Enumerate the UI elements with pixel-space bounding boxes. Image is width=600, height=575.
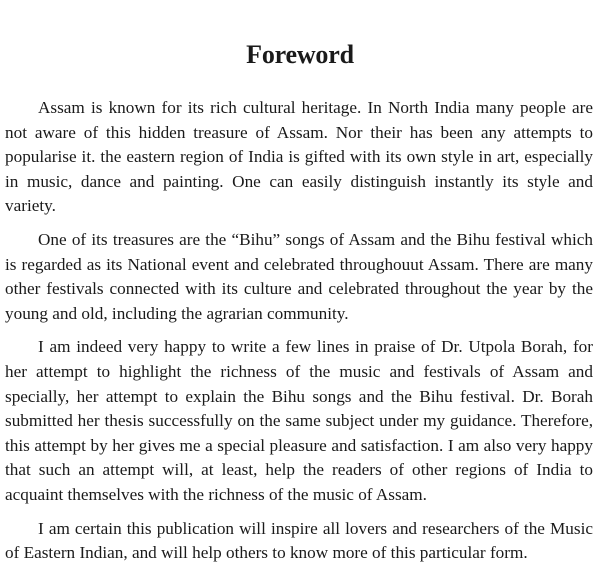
paragraph-2: One of its treasures are the “Bihu” songs of Assam and the Bihu festival which is regarded as its National event and celebrated throughouut Assam. There are many other festivals connected with its culture and celebrated throughout the year by the young and old, including the agrarian community.: [5, 229, 593, 323]
paragraph-3: I am indeed very happy to write a few lines in praise of Dr. Utpola Borah, for her attempt to highlight the richness of the music and festivals of Assam and specially, her attempt to explain the Bihu songs and the Bihu festival. Dr. Borah submitted her thesis successfully on the same subject under my guidance. Therefore, this attempt by her gives me a special pleasure and satisfaction. I am also very happy that such an attempt will, at least, help the readers of other regions of India to acquaint themselves with the richness of the music of Assam.: [5, 337, 593, 504]
paragraph-1: Assam is known for its rich cultural heritage. In North India many people are not aware of this hidden treasure of Assam. Nor their has been any attempts to popularise it. the eastern region of India is gifted with its own style in art, especially in music, dance and painting. One can easily distinguish instantly its style and variety.: [5, 98, 593, 216]
page-title: Foreword: [246, 40, 354, 69]
paragraph-4: I am certain this publication will inspire all lovers and researchers of the Music of Eastern Indian, and will help others to know more of this particular form.: [5, 518, 593, 563]
document-body: [5, 96, 593, 575]
